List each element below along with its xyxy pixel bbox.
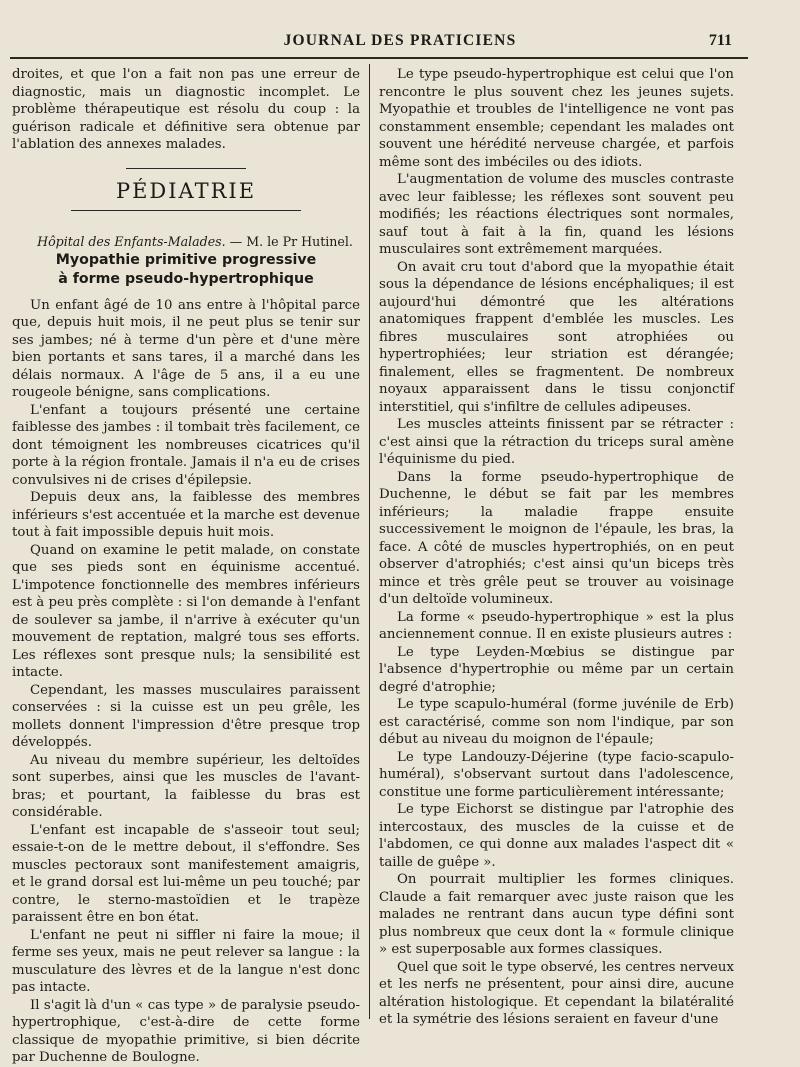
paragraph: Les muscles atteints finissent par se rétracter : c'est ainsi que la rétraction du triceps sural amène l'équinisme du pied.: [379, 417, 734, 467]
article-title: [12, 251, 360, 289]
paragraph: Au niveau du membre supérieur, les deltoïdes sont superbes, ainsi que les muscles de l'avant-bras; et pourtant, la faiblesse du bras est considérable.: [12, 752, 360, 820]
page-header: [10, 28, 790, 54]
intro-paragraph: droites, et que l'on a fait non pas une erreur de diagnostic, mais un diagnostic incomplet. Le problème thérapeutique est résolu du coup : la guérison radicale et définitive sera obtenue par l'ablation des annexes malades.: [12, 67, 360, 152]
section-rule: [71, 210, 301, 211]
paragraph: Quel que soit le type observé, les centres nerveux et les nerfs ne présentent, pour ainsi dire, aucune altération histologique. Et cependant la bilatéralité et la symétrie des lésions seraient en faveur d'une: [379, 959, 734, 1027]
hospital-line: [12, 233, 360, 251]
paragraph: L'enfant ne peut ni siffler ni faire la moue; il ferme ses yeux, mais ne peut relever sa langue : la musculature des lèvres et de la langue n'est donc pas intacte.: [12, 927, 360, 995]
paragraph: On avait cru tout d'abord que la myopathie était sous la dépendance de lésions encéphaliques; il est aujourd'hui démontré que les altérations anatomiques frappent d'emblée les muscles. Les fibres musculaires sont atrophiées ou hypertrophiées; leur striation est dérangée; finalement, elles se fragmentent. De nombreux noyaux apparaissent dans le tissu conjonctif interstitiel, qui s'infiltre de cellules adipeuses.: [379, 259, 734, 415]
paragraph: Le type Eichorst se distingue par l'atrophie des intercostaux, des muscles de la cuisse et de l'abdomen, ce qui donne aux malades l'aspect dit « taille de guêpe ».: [379, 802, 734, 870]
hospital-name: Hôpital des Enfants-Malades. —: [37, 234, 243, 249]
paragraph: Cependant, les masses musculaires paraissent conservées : si la cuisse est un peu grêle, les mollets donnent l'impression d'être presque trop développés.: [12, 682, 360, 750]
paragraph: L'augmentation de volume des muscles contraste avec leur faiblesse; les réflexes sont souvent peu modifiés; les réactions électriques sont normales, sauf tout à fait à la fin, quand les lésions musculaires sont extrêmement marquées.: [379, 172, 734, 257]
article-title-line-2: à forme pseudo-hypertrophique: [58, 270, 314, 287]
paragraph: L'enfant est incapable de s'asseoir tout seul; essaie-t-on de le mettre debout, il s'effondre. Ses muscles pectoraux sont manifestement amaigris, et le grand dorsal est lui-même un peu touché; par contre, le sterno-mastoïdien et le trapèze paraissent être en bon état.: [12, 822, 360, 925]
page-number: 711: [708, 32, 732, 49]
left-column: [12, 66, 360, 1067]
paragraph: Il s'agit là d'un « cas type » de paralysie pseudo-hypertrophique, c'est-à-dire de cette forme classique de myopathie primitive, si bien décrite par Duchenne de Boulogne.: [12, 997, 360, 1065]
column-divider: [369, 64, 370, 1019]
paragraph: Le type Leyden-Mœbius se distingue par l'absence d'hypertrophie ou même par un certain degré d'atrophie;: [379, 644, 734, 695]
article-title-line-1: Myopathie primitive progressive: [55, 251, 317, 268]
paragraph: Le type pseudo-hypertrophique est celui que l'on rencontre le plus souvent chez les jeunes sujets. Myopathie et troubles de l'intelligence ne vont pas constamment ensemble; cependant les malades ont souvent une hérédité nerveuse chargée, et parfois même sont des imbéciles ou des idiots.: [379, 67, 734, 170]
section-title: PÉDIATRIE: [115, 178, 257, 203]
header-rule: [10, 57, 748, 59]
paragraph: Quand on examine le petit malade, on constate que ses pieds sont en équinisme accentué. L'impotence fonctionnelle des membres inférieurs est à peu près complète : si l'on demande à l'enfant de soulever sa jambe, il n'arrive à exécuter qu'un mouvement de reptation, malgré tous ses efforts. Les réflexes sont presque nuls; la sensibilité est intacte.: [12, 542, 360, 680]
paragraph: L'enfant a toujours présenté une certaine faiblesse des jambes : il tombait très facilement, ce dont témoignent les nombreuses cicatrices qu'il porte à la région frontale. Jamais il n'a eu de crises convulsives ni de crises d'épilepsie.: [12, 402, 360, 488]
paragraph: On pourrait multiplier les formes cliniques. Claude a fait remarquer avec juste raison que les malades ne rentrant dans aucun type défini sont plus nombreux que ceux dont la « formule clinique » est superposable aux formes classiques.: [379, 872, 734, 957]
paragraph: La forme « pseudo-hypertrophique » est la plus anciennement connue. Il en existe plusieurs autres :: [379, 609, 734, 642]
paragraph: Depuis deux ans, la faiblesse des membres inférieurs s'est accentuée et la marche est devenue tout à fait impossible depuis huit mois.: [12, 490, 360, 540]
divider-rule: [126, 168, 246, 169]
paragraph: Dans la forme pseudo-hypertrophique de Duchenne, le début se fait par les membres inférieurs; la maladie frappe ensuite successivement le moignon de l'épaule, les bras, la face. A côté de muscles hypertrophiés, on en peut observer d'atrophiés; c'est ainsi qu'un biceps très mince et très grêle peut se trouver au voisinage d'un deltoïde volumineux.: [379, 469, 734, 607]
paragraph: Le type Landouzy-Déjerine (type facio-scapulo-huméral), s'observant surtout dans l'adolescence, constitue une forme particulièrement intéressante;: [379, 749, 734, 800]
right-column: [379, 66, 734, 1029]
paragraph: Un enfant âgé de 10 ans entre à l'hôpital parce que, depuis huit mois, il ne peut plus se tenir sur ses jambes; né à terme d'un père et d'une mère bien portants et sans tares, il a marché dans les délais normaux. A l'âge de 5 ans, il a eu une rougeole bénigne, sans complications.: [12, 297, 360, 400]
paragraph: Le type scapulo-huméral (forme juvénile de Erb) est caractérisé, comme son nom l'indique, par son début au niveau du moignon de l'épaule;: [379, 697, 734, 747]
professor-name: M. le Pr Hutinel.: [246, 234, 353, 249]
running-title: JOURNAL DES PRATICIENS: [283, 32, 517, 49]
